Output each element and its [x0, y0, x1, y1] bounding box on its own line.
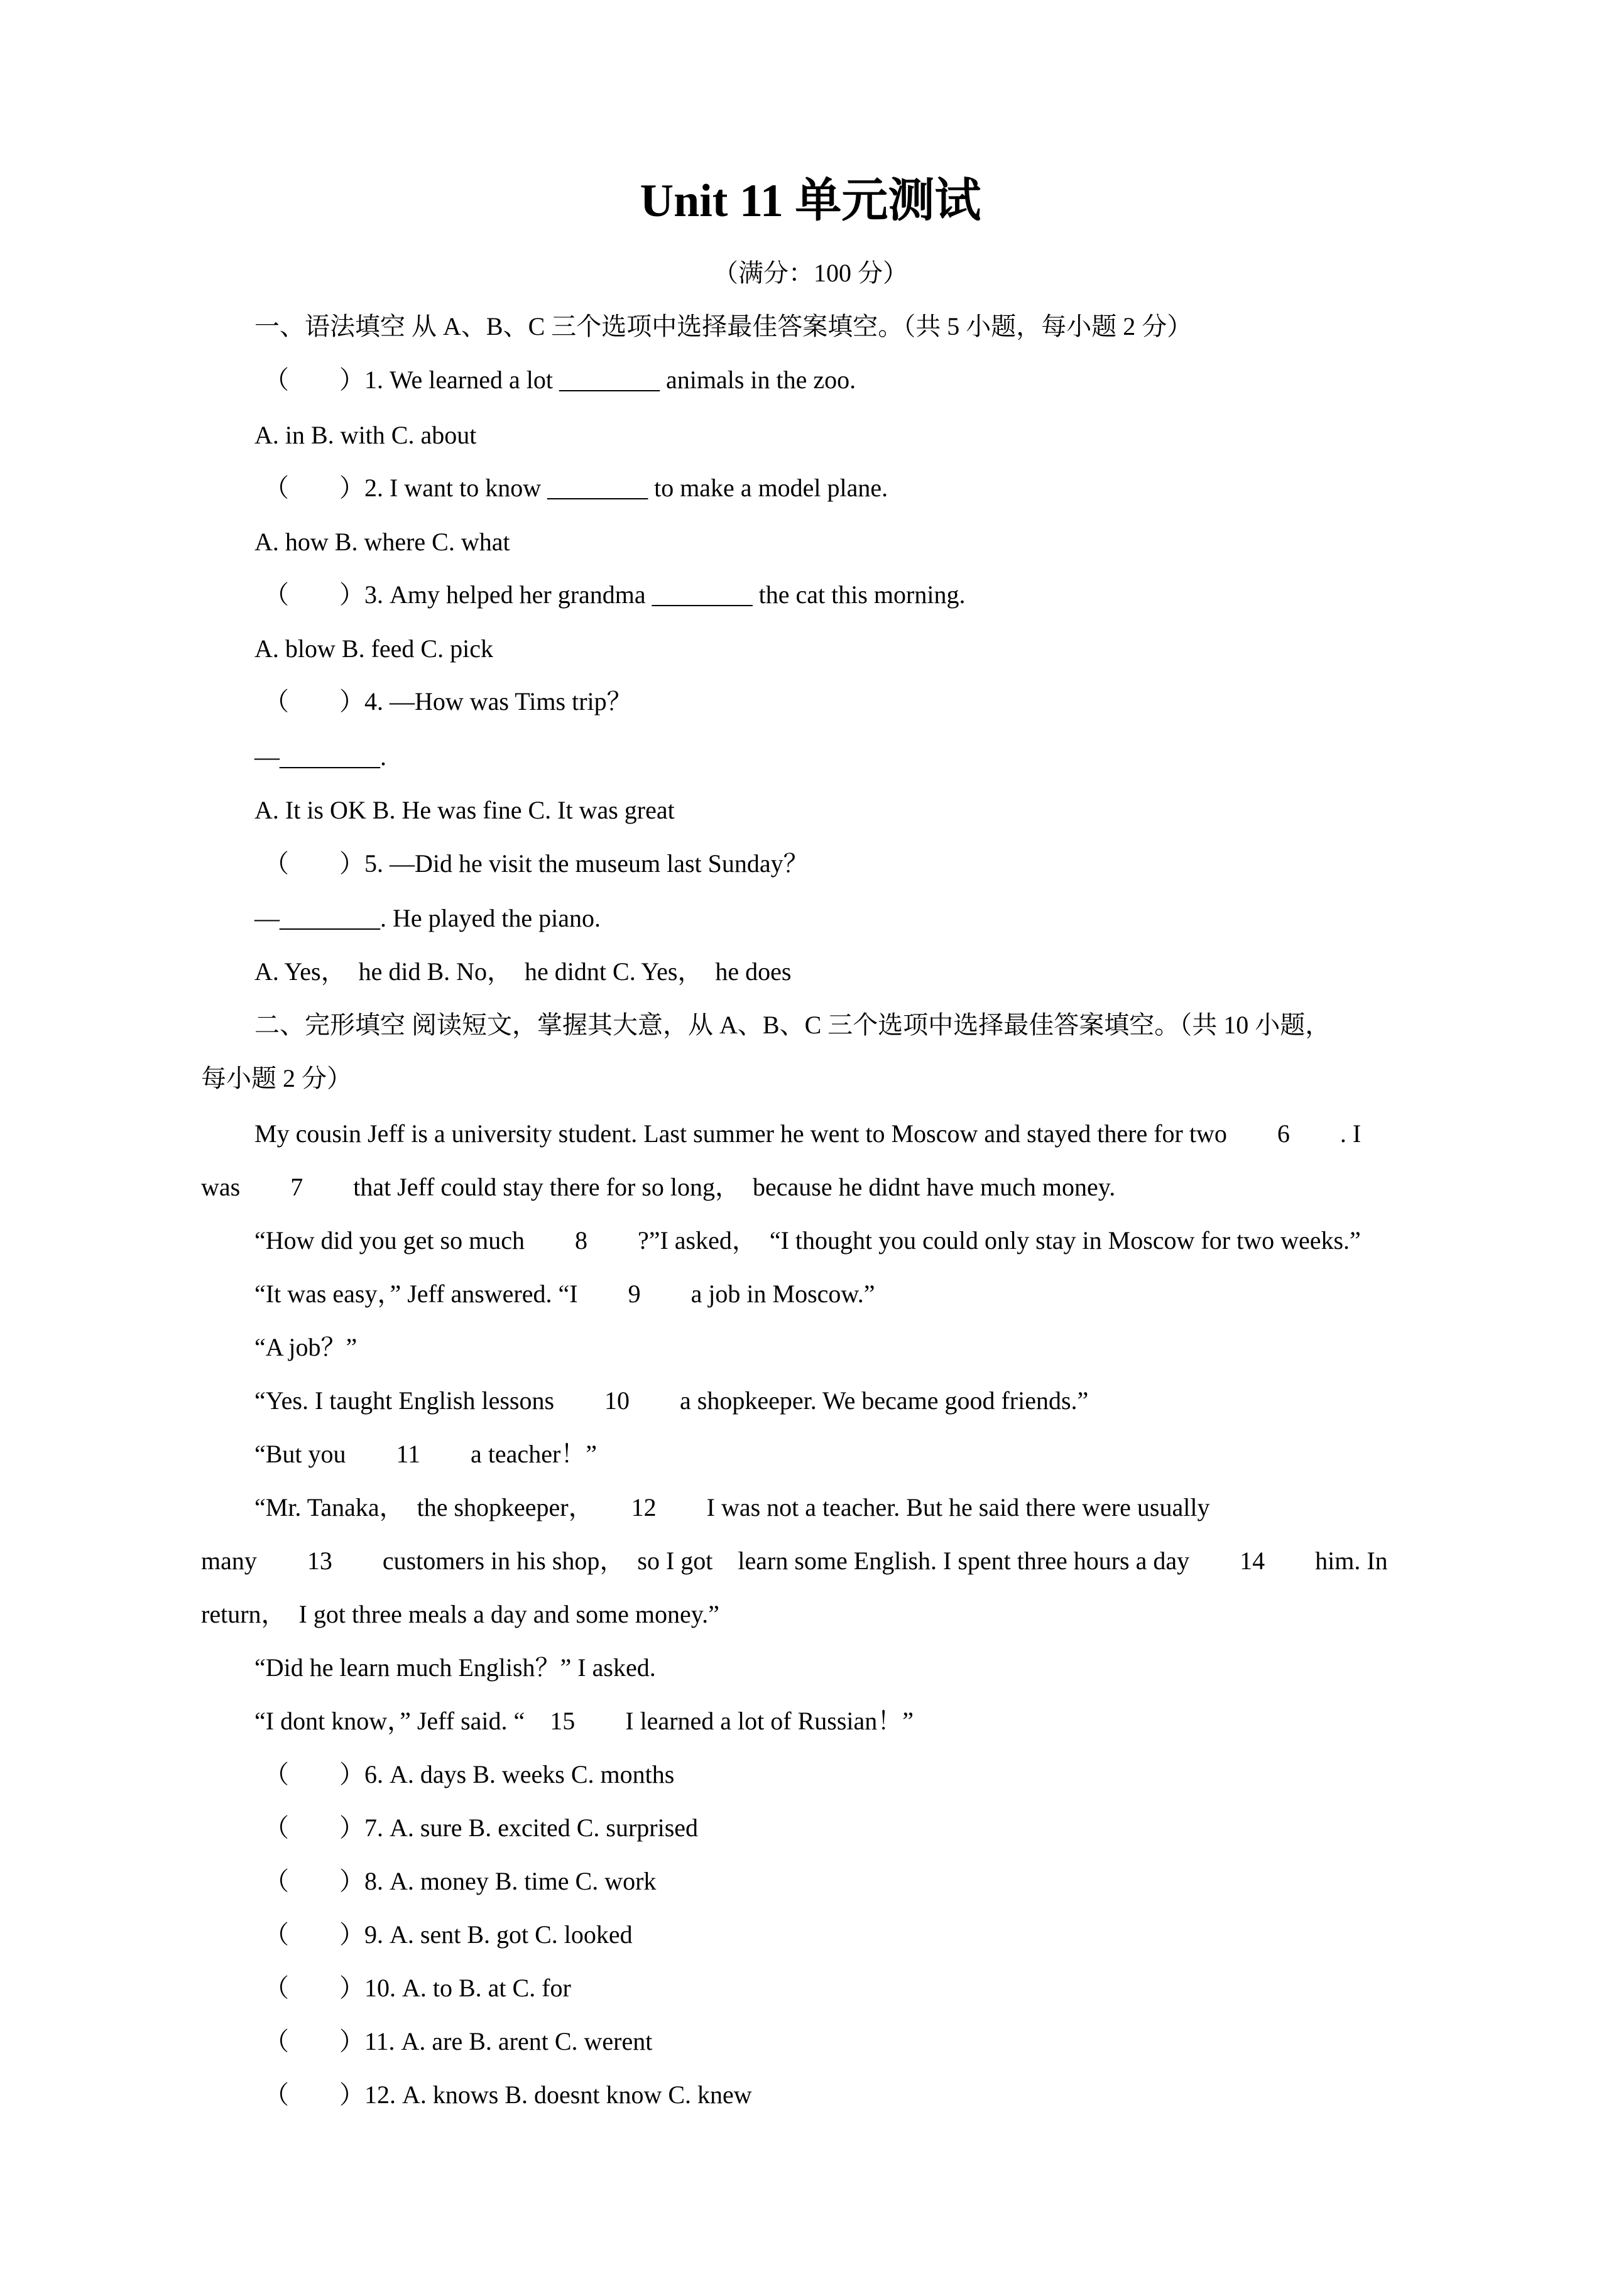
passage-line: “How did you get so much 8 ?”I asked， “I thought you could only stay in Moscow for two weeks.”: [254, 1226, 1361, 1254]
cloze-question: [264, 2026, 652, 2057]
question-options: 8. A. money B. time C. work: [364, 1867, 657, 1895]
answer-paren: （ ）: [264, 1920, 364, 1949]
answer-paren: （ ）: [264, 2081, 364, 2109]
question-4-answer: —________.: [254, 743, 386, 771]
passage-line: “It was easy，” Jeff answered. “I 9 a job in Moscow.”: [254, 1280, 875, 1308]
passage-line: was 7 that Jeff could stay there for so long， because he didnt have much money.: [201, 1173, 1116, 1201]
passage-line: “But you 11 a teacher！”: [254, 1440, 598, 1468]
answer-paren: （ ）: [264, 1867, 364, 1895]
passage-line: “Did he learn much English？” I asked.: [254, 1653, 656, 1682]
answer-paren: （ ）: [264, 1974, 364, 2002]
passage-line: “Yes. I taught English lessons 10 a shopkeeper. We became good friends.”: [254, 1386, 1089, 1415]
full-score: （满分：100 分）: [713, 259, 908, 287]
question-options: 11. A. are B. arent C. werent: [364, 2027, 653, 2055]
question-2-options: A. how B. where C. what: [254, 528, 510, 556]
question-5-answer: —________. He played the piano.: [254, 904, 601, 932]
question-stem: 2. I want to know ________ to make a model plane.: [364, 474, 888, 502]
passage-line: “A job？”: [254, 1333, 357, 1361]
question-1: [264, 364, 856, 396]
question-3-options: A. blow B. feed C. pick: [254, 634, 493, 663]
passage-line: many 13 customers in his shop， so I got learn some English. I spent three hours a day 14 him. In: [201, 1547, 1388, 1575]
section2-heading-cont: 每小题 2 分）: [201, 1064, 352, 1092]
question-2: [264, 472, 888, 504]
cloze-question: [264, 1866, 656, 1897]
answer-paren: （ ）: [264, 1760, 364, 1788]
cloze-question: [264, 1972, 571, 2004]
section1-heading: 一、语法填空 从 A、B、C 三个选项中选择最佳答案填空。（共 5 小题，每小题 2 分）: [254, 312, 1193, 340]
question-stem: 4. —How was Tims trip？: [364, 687, 632, 715]
cloze-question: [264, 2079, 752, 2111]
answer-paren: （ ）: [264, 2027, 364, 2055]
question-options: 6. A. days B. weeks C. months: [364, 1760, 675, 1788]
question-3: [264, 579, 965, 611]
cloze-question: [264, 1919, 633, 1951]
section2-heading: 二、完形填空 阅读短文，掌握其大意，从 A、B、C 三个选项中选择最佳答案填空。（共 10 小题，: [254, 1011, 1331, 1039]
page-title: Unit 11 单元测试: [640, 175, 981, 227]
answer-paren: （ ）: [264, 849, 364, 878]
answer-paren: （ ）: [264, 1814, 364, 1842]
question-stem: 3. Amy helped her grandma ________ the cat this morning.: [364, 580, 966, 609]
answer-paren: （ ）: [264, 474, 364, 502]
answer-paren: （ ）: [264, 366, 364, 394]
answer-paren: （ ）: [264, 687, 364, 715]
cloze-question: [264, 1759, 674, 1790]
question-1-options: A. in B. with C. about: [254, 421, 477, 449]
passage-line: “I dont know，” Jeff said. “ 15 I learned a lot of Russian！”: [254, 1707, 914, 1735]
question-stem: 1. We learned a lot ________ animals in the zoo.: [364, 366, 856, 394]
question-4-options: A. It is OK B. He was fine C. It was great: [254, 796, 675, 824]
question-options: 12. A. knows B. doesnt know C. knew: [364, 2081, 752, 2109]
answer-paren: （ ）: [264, 580, 364, 609]
question-options: 10. A. to B. at C. for: [364, 1974, 571, 2002]
question-options: 7. A. sure B. excited C. surprised: [364, 1814, 699, 1842]
passage-line: My cousin Jeff is a university student. Last summer he went to Moscow and stayed there for two 6 . I: [254, 1119, 1362, 1148]
question-options: 9. A. sent B. got C. looked: [364, 1920, 633, 1949]
question-4: [264, 686, 632, 717]
passage-line: “Mr. Tanaka， the shopkeeper， 12 I was not a teacher. But he said there were usually: [254, 1493, 1210, 1521]
question-stem: 5. —Did he visit the museum last Sunday？: [364, 849, 809, 878]
question-5: [264, 848, 809, 879]
cloze-question: [264, 1812, 698, 1844]
passage-line: return， I got three meals a day and some money.”: [201, 1600, 719, 1628]
question-5-options: A. Yes， he did B. No， he didnt C. Yes， he does: [254, 957, 792, 986]
